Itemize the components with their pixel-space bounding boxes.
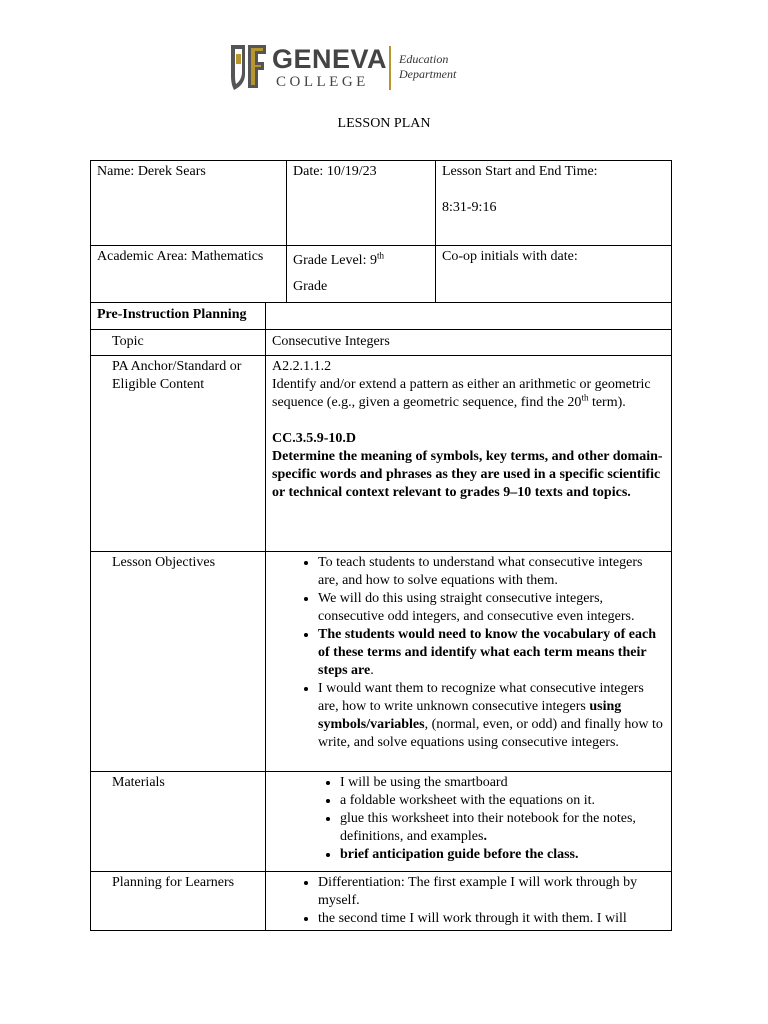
material-item: • glue this worksheet into their notebook for the notes, definitions, and examples.: [340, 810, 665, 846]
objective-item: • I would want them to recognize what consecutive integers are, how to write unknown consecutive integers using symbols/variables, (normal, even, or odd) and finally how to write, and solve equations using consecutive integers.: [318, 680, 665, 752]
standard-text-2: Determine the meaning of symbols, key terms, and other domain-specific words and phrases as they are used in a specific scientific or technical context relevant to grades 9–10 texts and topics.: [272, 449, 663, 500]
grade-sup: th: [376, 250, 384, 261]
learners-content: [266, 872, 672, 931]
learners-list: [272, 874, 665, 928]
time-cell: [436, 161, 672, 246]
grade-level-cell: [287, 246, 436, 303]
grade-prefix: Grade Level: 9: [293, 253, 377, 268]
academic-area-cell: Academic Area: Mathematics: [91, 246, 287, 303]
pre-instruction-empty: [266, 303, 672, 330]
learners-row: [91, 872, 672, 931]
learners-label: Planning for Learners: [91, 872, 266, 931]
logo-dept-line2: Department: [399, 67, 457, 81]
time-value: 8:31-9:16: [442, 200, 497, 215]
learner-item: • the second time I will work through it with them. I will: [318, 910, 665, 928]
pre-instruction-row: [91, 303, 672, 330]
logo-name: GENEVA: [272, 44, 388, 74]
material-item: • I will be using the smartboard: [340, 774, 665, 792]
standard-label: PA Anchor/Standard or Eligible Content: [91, 356, 266, 552]
logo-divider: [389, 46, 391, 90]
logo-dept-line1: Education: [399, 52, 449, 66]
materials-label: Materials: [91, 772, 266, 872]
time-label: Lesson Start and End Time:: [442, 164, 598, 179]
standard-content: [266, 356, 672, 552]
logo-subtitle: COLLEGE: [276, 74, 369, 90]
objective-item: • We will do this using straight consecutive integers, consecutive odd integers, and consecutive even integers.: [318, 590, 665, 626]
topic-label: Topic: [91, 330, 266, 356]
grade-suffix: Grade: [293, 279, 328, 294]
standard-row: [91, 356, 672, 552]
learner-item: • Differentiation: The first example I will work through by myself.: [318, 874, 665, 910]
objective-item: • To teach students to understand what consecutive integers are, and how to solve equations with them.: [318, 554, 665, 590]
crest-icon: [228, 42, 268, 92]
objectives-list: [272, 554, 665, 752]
date-cell: Date: 10/19/23: [287, 161, 436, 246]
material-item: • brief anticipation guide before the class.: [340, 846, 665, 864]
lesson-plan-table: [90, 160, 672, 931]
objectives-row: [91, 552, 672, 772]
materials-row: [91, 772, 672, 872]
coop-cell: Co-op initials with date:: [436, 246, 672, 303]
topic-value: Consecutive Integers: [266, 330, 672, 356]
header-row-2: [91, 246, 672, 303]
name-cell: Name: Derek Sears: [91, 161, 287, 246]
objectives-label: Lesson Objectives: [91, 552, 266, 772]
logo-department: [399, 52, 456, 82]
topic-row: [91, 330, 672, 356]
objective-item: • The students would need to know the vocabulary of each of these terms and identify what each term means their steps are.: [318, 626, 665, 680]
standard-code-2: CC.3.5.9-10.D: [272, 431, 356, 446]
standard-text-1: Identify and/or extend a pattern as either an arithmetic or geometric sequence (e.g., given a geometric sequence, find the 20th term).: [272, 377, 651, 410]
header-row-1: [91, 161, 672, 246]
standard-code-1: A2.2.1.1.2: [272, 359, 332, 374]
materials-content: [266, 772, 672, 872]
material-item: • a foldable worksheet with the equations on it.: [340, 792, 665, 810]
geneva-college-logo: [228, 42, 478, 94]
document-title: LESSON PLAN: [337, 116, 431, 131]
pre-instruction-heading: Pre-Instruction Planning: [91, 303, 266, 330]
materials-list: [272, 774, 665, 864]
objectives-content: [266, 552, 672, 772]
